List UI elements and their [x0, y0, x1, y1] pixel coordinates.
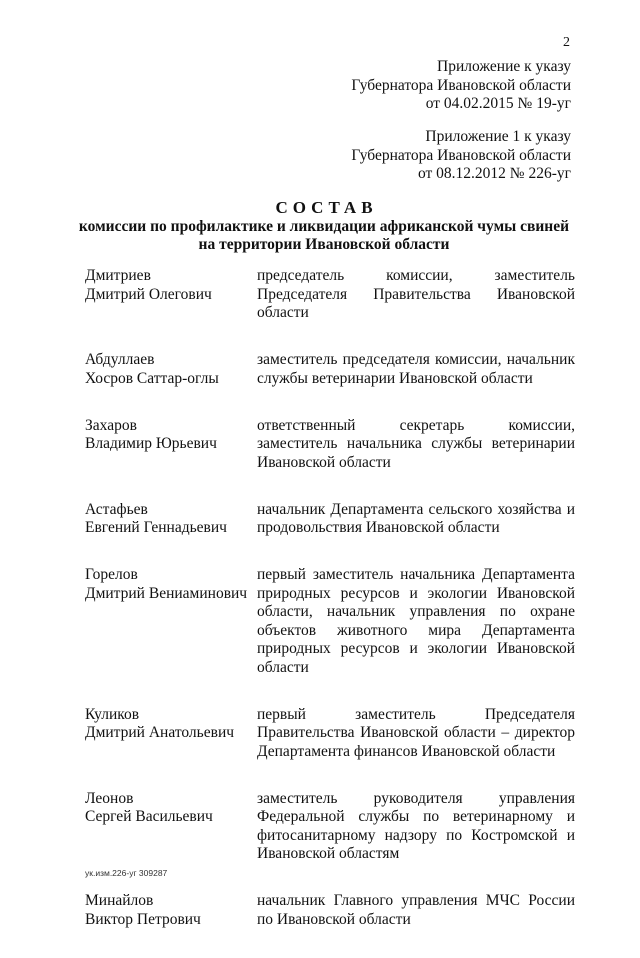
document-footer-code: ук.изм.226-уг 309287 [85, 868, 168, 878]
member-role: заместитель руководителя управления Федеральной службы по ветеринарному и фитосанитарному надзору по Костромской и Ивановской областям [257, 789, 575, 862]
document-subtitle-line: на территории Ивановской области [198, 236, 450, 253]
member-role: начальник Главного управления МЧС России по Ивановской области [257, 892, 575, 928]
member-given-names: Евгений Геннадьевич [85, 519, 227, 536]
member-row [85, 267, 575, 323]
member-given-names: Виктор Петрович [85, 910, 201, 928]
member-row [85, 351, 575, 388]
appendix-date-line: от 08.12.2012 № 226-уг [417, 165, 571, 182]
member-name [85, 566, 257, 677]
member-role: ответственный секретарь комиссии, заместитель начальника службы ветеринарии Ивановской области [257, 416, 575, 471]
member-row [85, 501, 575, 538]
member-given-names: Хосров Саттар-оглы [85, 369, 219, 387]
member-surname: Минайлов [85, 892, 154, 909]
appendix-line: Губернатора Ивановской области [351, 76, 571, 94]
member-row [85, 566, 575, 677]
member-name [85, 417, 257, 473]
page-number: 2 [563, 35, 570, 50]
document-title: СОСТАВ [275, 198, 378, 217]
appendix-line: Приложение 1 к указу [425, 128, 571, 145]
member-name [85, 351, 257, 388]
member-surname: Куликов [85, 705, 140, 723]
member-role: первый заместитель Председателя Правительства Ивановской области – директор Департамента финансов Ивановской области [257, 705, 575, 760]
member-name [85, 501, 257, 538]
member-row [85, 892, 575, 929]
member-name [85, 790, 257, 864]
member-given-names: Сергей Васильевич [85, 808, 213, 825]
member-surname: Астафьев [85, 500, 148, 518]
appendix-line: Губернатора Ивановской области [351, 146, 571, 164]
member-surname: Захаров [85, 416, 137, 434]
member-surname: Дмитриев [85, 267, 151, 284]
appendix-header-current [351, 58, 571, 114]
member-role: начальник Департамента сельского хозяйства и продовольствия Ивановской области [257, 500, 575, 536]
member-role: заместитель председателя комиссии, начальник службы ветеринарии Ивановской области [257, 351, 575, 387]
member-row [85, 417, 575, 473]
member-name [85, 706, 257, 762]
appendix-line: Приложение к указу [437, 58, 571, 75]
member-row [85, 790, 575, 864]
document-subtitle-line: комиссии по профилактике и ликвидации африканской чумы свиней [78, 218, 570, 235]
member-role: первый заместитель начальника Департамента природных ресурсов и экологии Ивановской области, начальник управления по охране объектов животного мира Департамента природных ресурсов и экологии Ивановской области [257, 566, 575, 676]
commission-members-list [85, 267, 575, 958]
member-given-names: Дмитрий Олегович [85, 285, 212, 303]
member-surname: Абдуллаев [85, 351, 155, 368]
member-given-names: Владимир Юрьевич [85, 435, 217, 452]
member-role: председатель комиссии, заместитель Председателя Правительства Ивановской области [257, 267, 575, 321]
document-title-block [60, 198, 588, 254]
member-surname: Леонов [85, 789, 134, 807]
member-surname: Горелов [85, 566, 138, 583]
appendix-date-line: от 04.02.2015 № 19-уг [425, 95, 571, 112]
appendix-header-original [351, 128, 571, 184]
member-name [85, 892, 257, 929]
member-given-names: Дмитрий Вениаминович [85, 584, 248, 602]
member-given-names: Дмитрий Анатольевич [85, 724, 235, 741]
member-row [85, 706, 575, 762]
member-name [85, 267, 257, 323]
